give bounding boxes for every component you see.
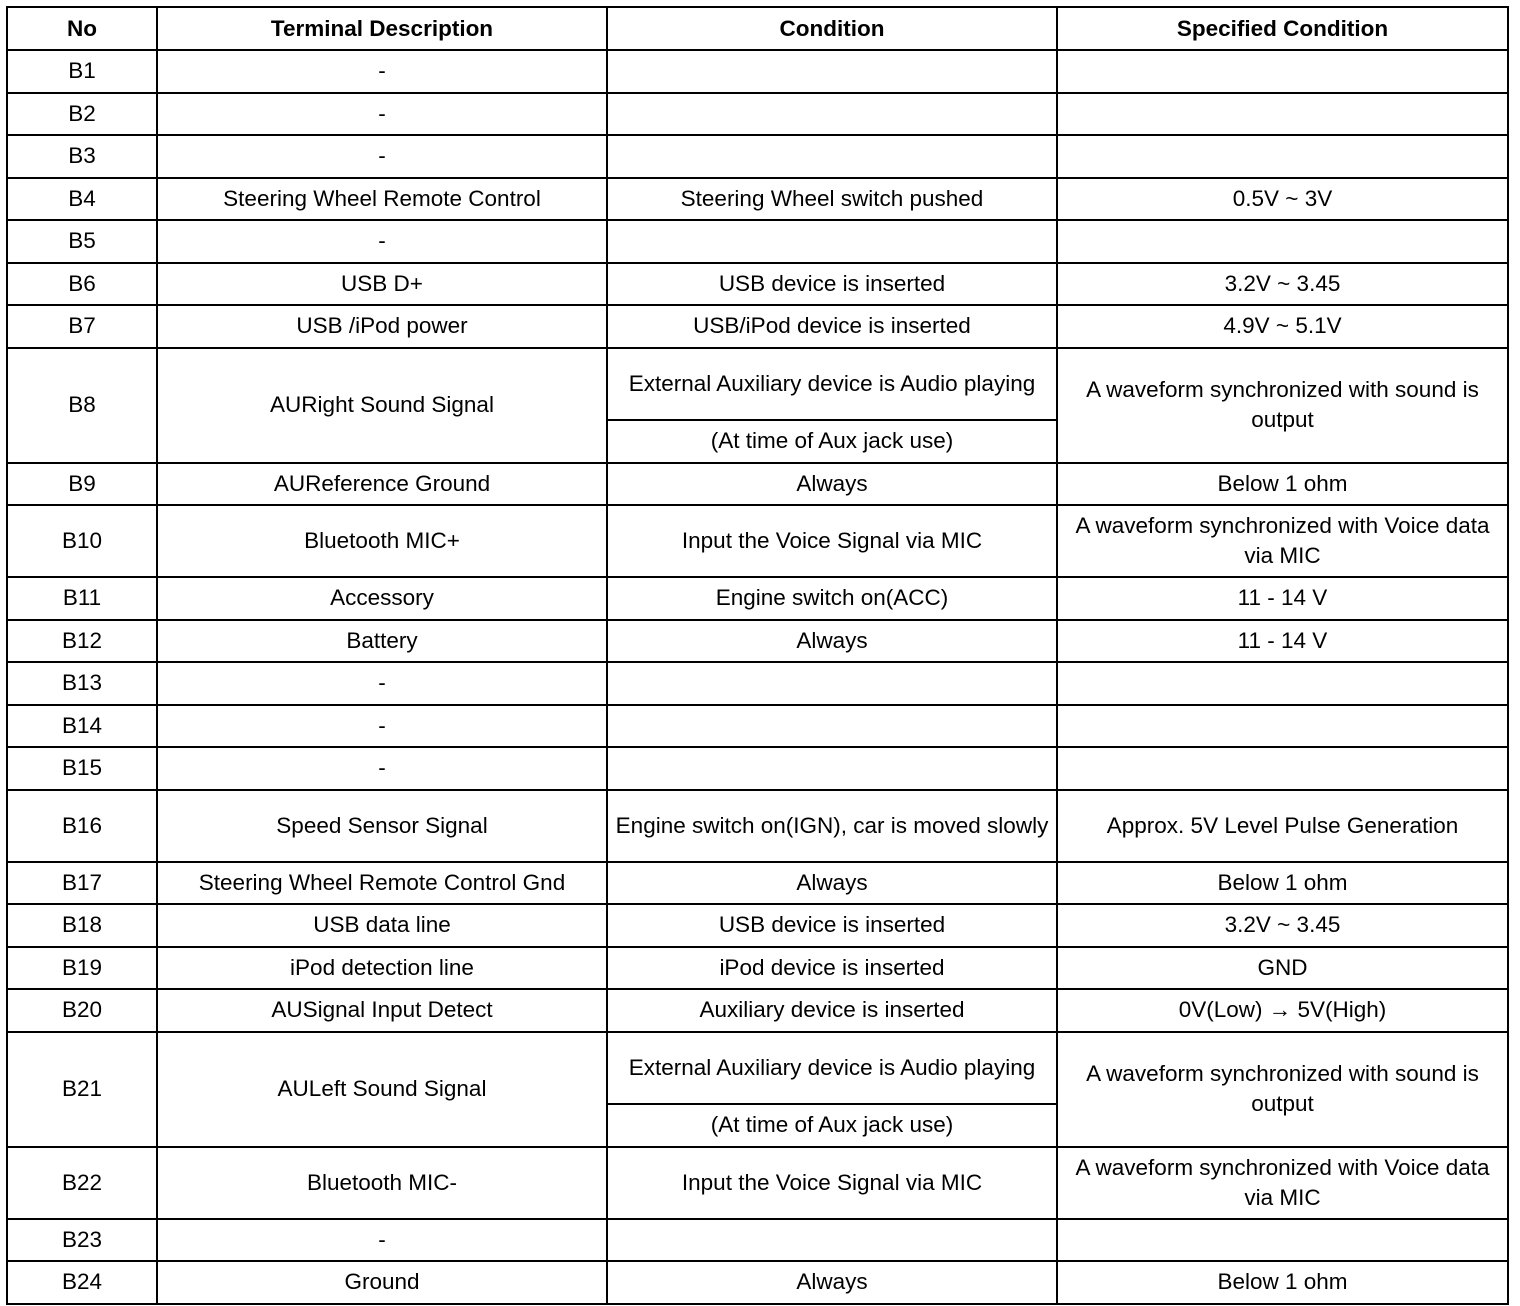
cell-description: Battery [157, 620, 607, 663]
cell-specified: 11 - 14 V [1057, 620, 1508, 663]
table-row [7, 662, 1508, 705]
cell-specified: Approx. 5V Level Pulse Generation [1057, 790, 1508, 862]
header-terminal-description: Terminal Description [157, 7, 607, 50]
cell-condition [607, 93, 1057, 136]
cell-condition [607, 220, 1057, 263]
cell-description: AUReference Ground [157, 463, 607, 506]
cell-condition: USB device is inserted [607, 263, 1057, 306]
table-row [7, 1261, 1508, 1304]
cell-no: B14 [7, 705, 157, 748]
cell-no: B19 [7, 947, 157, 990]
cell-condition: Always [607, 1261, 1057, 1304]
cell-no: B22 [7, 1147, 157, 1219]
cell-no: B20 [7, 989, 157, 1032]
cell-no: B4 [7, 178, 157, 221]
cell-description: - [157, 93, 607, 136]
cell-specified: 0V(Low) → 5V(High) [1057, 989, 1508, 1032]
cell-description: Speed Sensor Signal [157, 790, 607, 862]
cell-specified: 0.5V ~ 3V [1057, 178, 1508, 221]
cell-description: Steering Wheel Remote Control [157, 178, 607, 221]
cell-condition: Engine switch on(IGN), car is moved slowly [607, 790, 1057, 862]
table-row [7, 348, 1508, 420]
cell-specified [1057, 220, 1508, 263]
cell-specified: A waveform synchronized with Voice data via MIC [1057, 1147, 1508, 1219]
cell-condition: USB device is inserted [607, 904, 1057, 947]
cell-no: B6 [7, 263, 157, 306]
table-row [7, 135, 1508, 178]
cell-description: USB D+ [157, 263, 607, 306]
cell-condition: Always [607, 620, 1057, 663]
cell-no: B5 [7, 220, 157, 263]
cell-description: - [157, 135, 607, 178]
table-row [7, 747, 1508, 790]
cell-no: B23 [7, 1219, 157, 1262]
cell-no: B12 [7, 620, 157, 663]
cell-no: B16 [7, 790, 157, 862]
cell-description: AULeft Sound Signal [157, 1032, 607, 1147]
cell-condition: Steering Wheel switch pushed [607, 178, 1057, 221]
cell-description: USB data line [157, 904, 607, 947]
cell-no: B8 [7, 348, 157, 463]
cell-no: B17 [7, 862, 157, 905]
cell-description: - [157, 1219, 607, 1262]
cell-description: AURight Sound Signal [157, 348, 607, 463]
cell-specified [1057, 662, 1508, 705]
cell-specified [1057, 747, 1508, 790]
table-row [7, 620, 1508, 663]
header-condition: Condition [607, 7, 1057, 50]
table-row [7, 790, 1508, 862]
cell-specified: 11 - 14 V [1057, 577, 1508, 620]
cell-no: B2 [7, 93, 157, 136]
table-row [7, 904, 1508, 947]
header-row [7, 7, 1508, 50]
table-row [7, 1147, 1508, 1219]
cell-description: - [157, 662, 607, 705]
cell-no: B10 [7, 505, 157, 577]
cell-condition [607, 50, 1057, 93]
header-specified-condition: Specified Condition [1057, 7, 1508, 50]
terminal-spec-table [6, 6, 1509, 1305]
table-row [7, 463, 1508, 506]
cell-description: iPod detection line [157, 947, 607, 990]
table-row [7, 305, 1508, 348]
table-row [7, 220, 1508, 263]
cell-specified: 3.2V ~ 3.45 [1057, 263, 1508, 306]
cell-specified: A waveform synchronized with sound is output [1057, 348, 1508, 463]
cell-condition: Engine switch on(ACC) [607, 577, 1057, 620]
cell-specified: Below 1 ohm [1057, 1261, 1508, 1304]
cell-condition: External Auxiliary device is Audio playing [607, 348, 1057, 420]
table-row [7, 50, 1508, 93]
cell-condition [607, 135, 1057, 178]
cell-condition [607, 1219, 1057, 1262]
cell-no: B24 [7, 1261, 157, 1304]
table-row [7, 505, 1508, 577]
cell-specified: A waveform synchronized with Voice data via MIC [1057, 505, 1508, 577]
cell-no: B9 [7, 463, 157, 506]
cell-specified: GND [1057, 947, 1508, 990]
cell-description: - [157, 50, 607, 93]
cell-condition: Auxiliary device is inserted [607, 989, 1057, 1032]
cell-description: Ground [157, 1261, 607, 1304]
cell-specified [1057, 50, 1508, 93]
cell-no: B18 [7, 904, 157, 947]
table-row [7, 577, 1508, 620]
cell-description: - [157, 220, 607, 263]
cell-condition [607, 705, 1057, 748]
cell-condition: Always [607, 463, 1057, 506]
table-row [7, 705, 1508, 748]
cell-specified: 3.2V ~ 3.45 [1057, 904, 1508, 947]
cell-no: B21 [7, 1032, 157, 1147]
header-no: No [7, 7, 157, 50]
cell-condition: External Auxiliary device is Audio playing [607, 1032, 1057, 1104]
cell-specified: 4.9V ~ 5.1V [1057, 305, 1508, 348]
cell-specified: Below 1 ohm [1057, 862, 1508, 905]
cell-specified [1057, 1219, 1508, 1262]
cell-specified: A waveform synchronized with sound is output [1057, 1032, 1508, 1147]
cell-no: B15 [7, 747, 157, 790]
cell-no: B3 [7, 135, 157, 178]
cell-no: B7 [7, 305, 157, 348]
table-row [7, 93, 1508, 136]
cell-specified [1057, 135, 1508, 178]
cell-condition: Input the Voice Signal via MIC [607, 505, 1057, 577]
cell-specified: Below 1 ohm [1057, 463, 1508, 506]
table-row [7, 178, 1508, 221]
table-row [7, 989, 1508, 1032]
cell-description: - [157, 747, 607, 790]
cell-condition [607, 747, 1057, 790]
cell-condition: Always [607, 862, 1057, 905]
table-row [7, 947, 1508, 990]
cell-description: - [157, 705, 607, 748]
cell-condition-note: (At time of Aux jack use) [607, 1104, 1057, 1147]
table-row [7, 263, 1508, 306]
cell-condition: Input the Voice Signal via MIC [607, 1147, 1057, 1219]
cell-specified [1057, 93, 1508, 136]
cell-no: B11 [7, 577, 157, 620]
cell-condition: iPod device is inserted [607, 947, 1057, 990]
cell-description: Bluetooth MIC- [157, 1147, 607, 1219]
cell-no: B13 [7, 662, 157, 705]
cell-no: B1 [7, 50, 157, 93]
cell-description: Bluetooth MIC+ [157, 505, 607, 577]
cell-condition [607, 662, 1057, 705]
cell-condition-note: (At time of Aux jack use) [607, 420, 1057, 463]
cell-specified [1057, 705, 1508, 748]
cell-description: Accessory [157, 577, 607, 620]
table-row [7, 862, 1508, 905]
table-row [7, 1219, 1508, 1262]
cell-description: Steering Wheel Remote Control Gnd [157, 862, 607, 905]
cell-condition: USB/iPod device is inserted [607, 305, 1057, 348]
cell-description: AUSignal Input Detect [157, 989, 607, 1032]
cell-description: USB /iPod power [157, 305, 607, 348]
table-row [7, 1032, 1508, 1104]
